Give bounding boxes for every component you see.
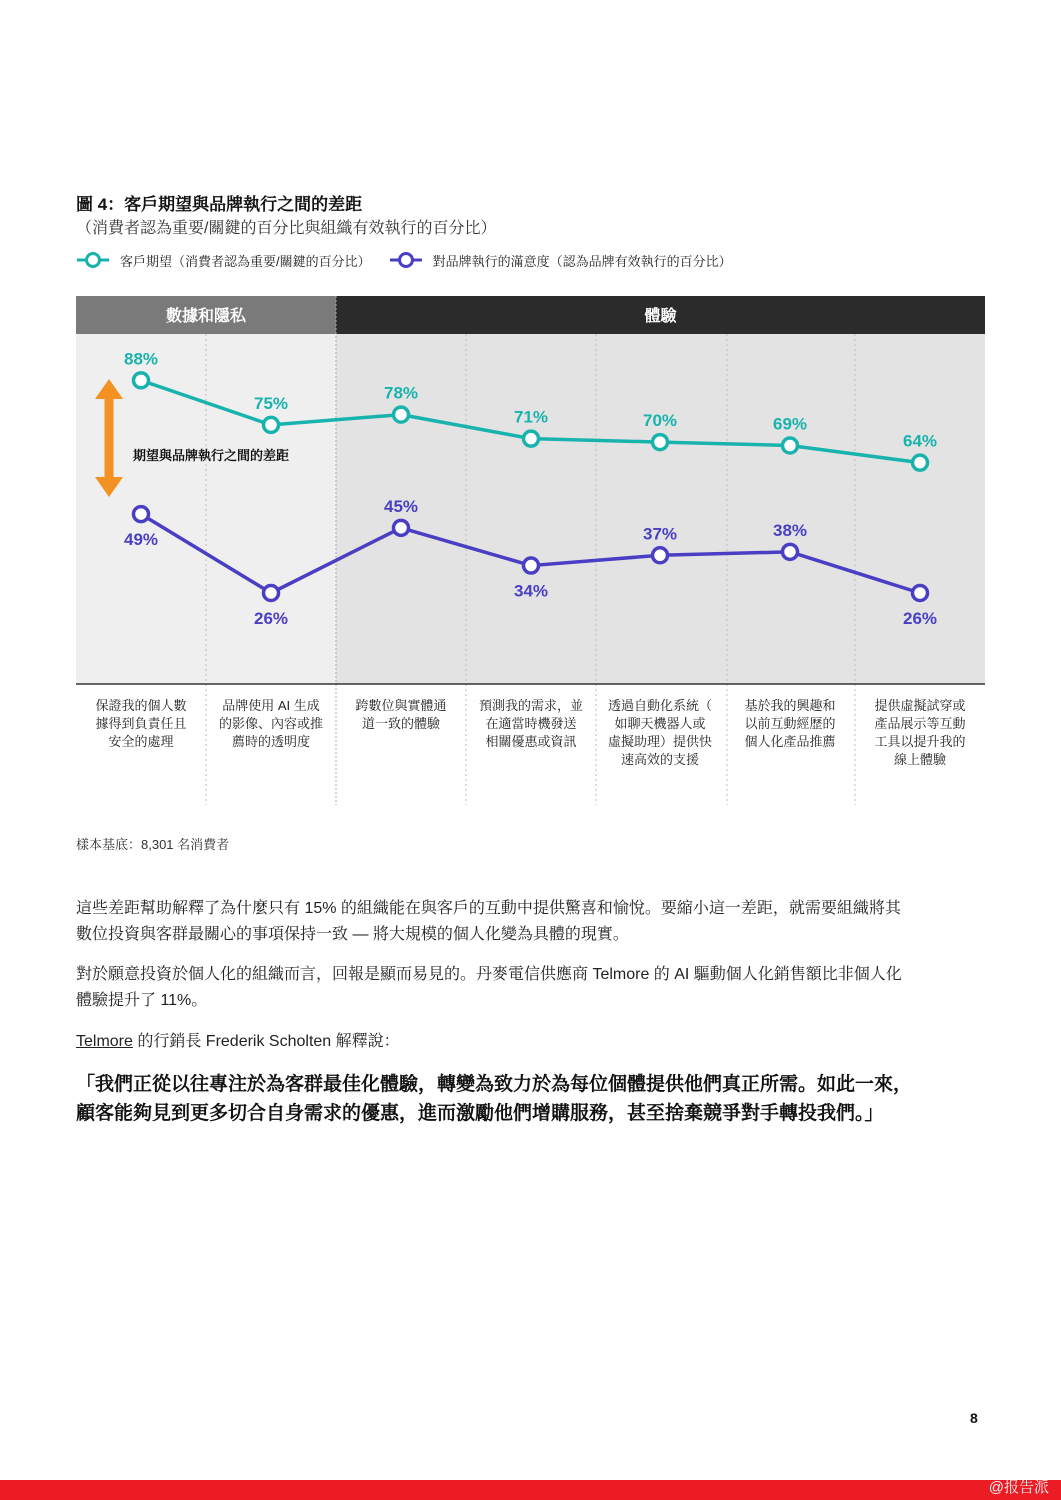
paragraph-line: 數位投資與客群最關心的事項保持一致 — 將大規模的個人化變為具體的現實。	[76, 926, 629, 943]
data-point	[394, 407, 409, 422]
data-label: 34%	[513, 581, 549, 601]
data-label: 26%	[902, 609, 938, 628]
category-label	[219, 698, 323, 749]
data-point	[913, 586, 928, 601]
category-label-line: 工具以提升我的	[874, 734, 966, 749]
data-label: 88%	[123, 349, 159, 369]
paragraph-line: 對於願意投資於個人化的組織而言，回報是顯而易見的。丹麥電信供應商 Telmore 的 AI 驅動個人化銷售額比非個人化	[76, 966, 902, 983]
category-label-line: 個人化產品推薦	[744, 734, 836, 749]
category-label-line: 跨數位與實體通	[355, 698, 447, 713]
category-label	[874, 698, 965, 767]
category-label-line: 虛擬助理）提供快	[607, 734, 713, 749]
data-label: 45%	[383, 496, 419, 516]
category-label-line: 以前互動經歷的	[744, 716, 836, 731]
data-point	[134, 373, 149, 388]
category-label-line: 相關優惠或資訊	[485, 734, 577, 749]
section-header-label: 數據和隱私	[165, 308, 247, 325]
data-point	[264, 417, 279, 432]
gap-annotation-label: 期望與品牌執行之間的差距	[133, 448, 290, 463]
data-point	[783, 544, 798, 559]
category-label-line: 薦時的透明度	[231, 734, 311, 749]
data-point	[653, 548, 668, 563]
paragraph-telmore-result	[76, 962, 986, 1014]
category-label	[479, 698, 583, 749]
data-label: 37%	[642, 524, 678, 544]
category-label	[95, 698, 186, 749]
telmore-link[interactable]: Telmore	[76, 1033, 133, 1050]
quote-intro-text: 的行銷長 Frederik Scholten 解釋說：	[132, 1033, 400, 1050]
category-label-line: 產品展示等互動	[874, 716, 966, 731]
data-label: 75%	[253, 393, 289, 413]
paragraph-quote-intro	[76, 1029, 986, 1055]
data-point	[524, 431, 539, 446]
data-label: 49%	[123, 530, 159, 550]
category-label-line: 保證我的個人數	[95, 698, 187, 713]
category-label-line: 預測我的需求，並	[478, 698, 584, 713]
category-label	[744, 698, 835, 749]
data-label: 70%	[642, 411, 678, 431]
category-label	[608, 698, 712, 767]
paragraph-gap-explanation	[76, 896, 986, 948]
quote-line: 顧客能夠見到更多切合自身需求的優惠，進而激勵他們增購服務，甚至捨棄競爭對手轉投我們。」	[76, 1103, 884, 1124]
watermark: @报告派	[988, 1479, 1049, 1496]
data-point	[264, 586, 279, 601]
category-label-line: 的影像、內容或推	[218, 716, 324, 731]
category-label-line: 基於我的興趣和	[744, 698, 836, 713]
category-label-line: 提供虛擬試穿或	[874, 698, 966, 713]
data-label: 78%	[383, 383, 419, 403]
data-point	[134, 507, 149, 522]
data-point	[783, 438, 798, 453]
legend-label-expectation: 客戶期望（消費者認為重要/關鍵的百分比）	[120, 253, 371, 269]
figure-subtitle: （消費者認為重要/關鍵的百分比與組織有效執行的百分比）	[76, 220, 497, 237]
paragraph-line: 體驗提升了 11%。	[76, 992, 208, 1009]
data-label: 38%	[772, 520, 808, 540]
pull-quote	[76, 1070, 996, 1128]
data-label: 26%	[253, 609, 289, 628]
category-label-line: 速高效的支援	[620, 752, 700, 767]
quote-line: 「我們正從以往專注於為客群最佳化體驗，轉變為致力於為每位個體提供他們真正所需。如此一來，	[76, 1074, 913, 1095]
experience-section-background	[336, 334, 985, 684]
legend-label-satisfaction: 對品牌執行的滿意度（認為品牌有效執行的百分比）	[432, 253, 732, 269]
paragraph-line: 這些差距幫助解釋了為什麼只有 15% 的組織能在與客戶的互動中提供驚喜和愉悅。要縮小這一差距，就需要組織將其	[76, 900, 901, 917]
category-label	[355, 698, 446, 731]
category-label-line: 據得到負責任且	[95, 716, 187, 731]
data-point	[394, 520, 409, 535]
category-label-line: 道一致的體驗	[361, 716, 441, 731]
category-label-line: 如聊天機器人或	[614, 716, 706, 731]
data-label: 69%	[772, 414, 808, 434]
data-label: 64%	[902, 431, 938, 451]
section-header-label: 體驗	[644, 308, 677, 325]
data-point	[913, 455, 928, 470]
category-label-line: 在適當時機發送	[485, 716, 577, 731]
footer-red-bar	[0, 1480, 1061, 1500]
figure-title: 圖 4：客戶期望與品牌執行之間的差距	[76, 195, 363, 214]
data-label: 71%	[513, 407, 549, 427]
category-label-line: 透過自動化系統（	[607, 698, 713, 713]
page-number: 8	[970, 1410, 978, 1426]
category-label-line: 安全的處理	[108, 734, 174, 749]
data-point	[653, 435, 668, 450]
data-point	[524, 558, 539, 573]
sample-note: 樣本基底：8,301 名消費者	[76, 837, 230, 852]
category-label-line: 線上體驗	[893, 752, 947, 767]
category-label-line: 品牌使用 AI 生成	[222, 698, 320, 713]
